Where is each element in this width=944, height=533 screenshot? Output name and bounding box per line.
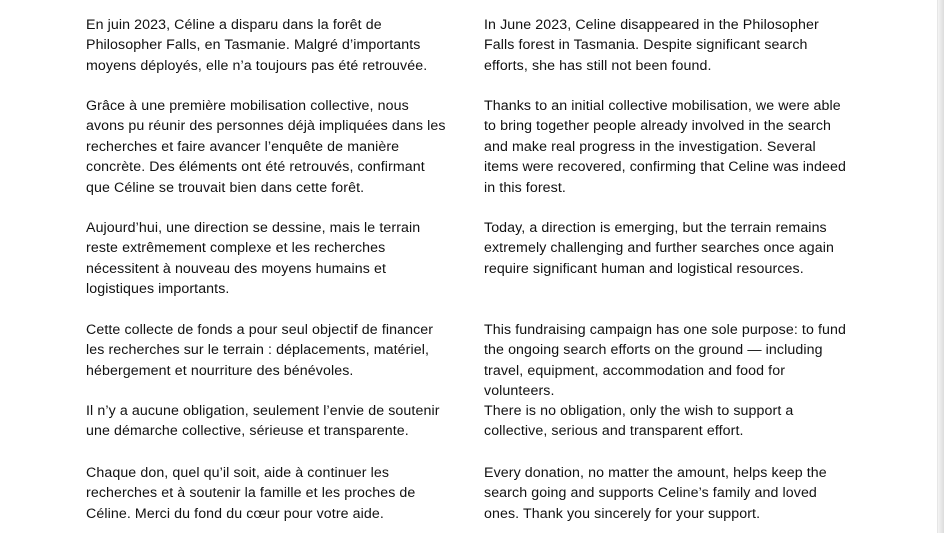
text-line: require significant human and logistical resources. [484, 260, 804, 277]
text-line: in this forest. [484, 179, 566, 196]
text-line: une démarche collective, sérieuse et transparente. [86, 423, 409, 440]
text-line: efforts, she has still not been found. [484, 57, 712, 74]
text-line: avons pu réunir des personnes déjà impliquées dans les [86, 118, 446, 135]
english-paragraph-direction [484, 218, 834, 279]
text-line: Philosopher Falls, en Tasmanie. Malgré d’importants [86, 37, 421, 54]
text-line: extremely challenging and further searches once again [484, 240, 834, 257]
text-line: ones. Thank you sincerely for your support. [484, 505, 761, 522]
text-line: the ongoing search efforts on the ground — including [484, 342, 823, 359]
text-line: Thanks to an initial collective mobilisation, we were able [484, 98, 841, 114]
text-line: items were recovered, confirming that Celine was indeed [484, 159, 846, 176]
french-paragraph-intro [86, 15, 427, 76]
french-paragraph-donation [86, 463, 415, 524]
text-line: Céline. Merci du fond du cœur pour votre aide. [86, 505, 384, 522]
text-line: search going and supports Celine’s family and loved [484, 485, 817, 502]
french-paragraph-fundraising [86, 320, 433, 381]
text-line: In June 2023, Celine disappeared in the Philosopher [484, 17, 819, 33]
text-line: Today, a direction is emerging, but the terrain remains [484, 220, 827, 236]
text-line: Grâce à une première mobilisation collective, nous [86, 98, 409, 114]
text-line: There is no obligation, only the wish to support a [484, 403, 794, 419]
text-line: and make real progress in the investigation. Several [484, 138, 816, 155]
english-paragraph-obligation [484, 401, 793, 442]
text-line: nécessitent à nouveau des moyens humains et [86, 260, 387, 277]
text-line: moyens déployés, elle n’a toujours pas été retrouvée. [86, 57, 428, 74]
text-line: collective, serious and transparent effort. [484, 423, 744, 440]
text-line: logistiques importants. [86, 281, 230, 298]
english-paragraph-fundraising [484, 320, 846, 402]
text-line: concrète. Des éléments ont été retrouvés, confirmant [86, 159, 425, 176]
text-line: Every donation, no matter the amount, helps keep the [484, 465, 827, 481]
text-line: Chaque don, quel qu’il soit, aide à continuer les [86, 465, 390, 481]
text-line: Il n’y a aucune obligation, seulement l’envie de soutenir [86, 403, 440, 419]
text-line: reste extrêmement complexe et les recherches [86, 240, 386, 257]
french-paragraph-obligation [86, 401, 440, 442]
french-paragraph-mobilisation [86, 96, 446, 198]
english-paragraph-mobilisation [484, 96, 846, 198]
text-line: Aujourd’hui, une direction se dessine, mais le terrain [86, 220, 421, 236]
text-line: travel, equipment, accommodation and food for [484, 362, 786, 379]
text-line: Cette collecte de fonds a pour seul objectif de financer [86, 322, 434, 338]
text-line: to bring together people already involved in the search [484, 118, 832, 135]
english-paragraph-intro [484, 15, 819, 76]
text-line: les recherches sur le terrain : déplacements, matériel, [86, 342, 429, 359]
text-line: hébergement et nourriture des bénévoles. [86, 362, 354, 379]
text-line: Falls forest in Tasmania. Despite significant search [484, 37, 808, 54]
text-line: En juin 2023, Céline a disparu dans la forêt de [86, 17, 382, 33]
text-line: volunteers. [484, 383, 555, 400]
french-paragraph-direction [86, 218, 420, 300]
text-line: que Céline se trouvait bien dans cette forêt. [86, 179, 365, 196]
page-edge-shadow [938, 0, 944, 533]
text-line: recherches et faire avancer l’enquête de manière [86, 138, 400, 155]
text-line: This fundraising campaign has one sole purpose: to fund [484, 322, 846, 338]
text-line: recherches et à soutenir la famille et les proches de [86, 485, 416, 502]
english-paragraph-donation [484, 463, 827, 524]
